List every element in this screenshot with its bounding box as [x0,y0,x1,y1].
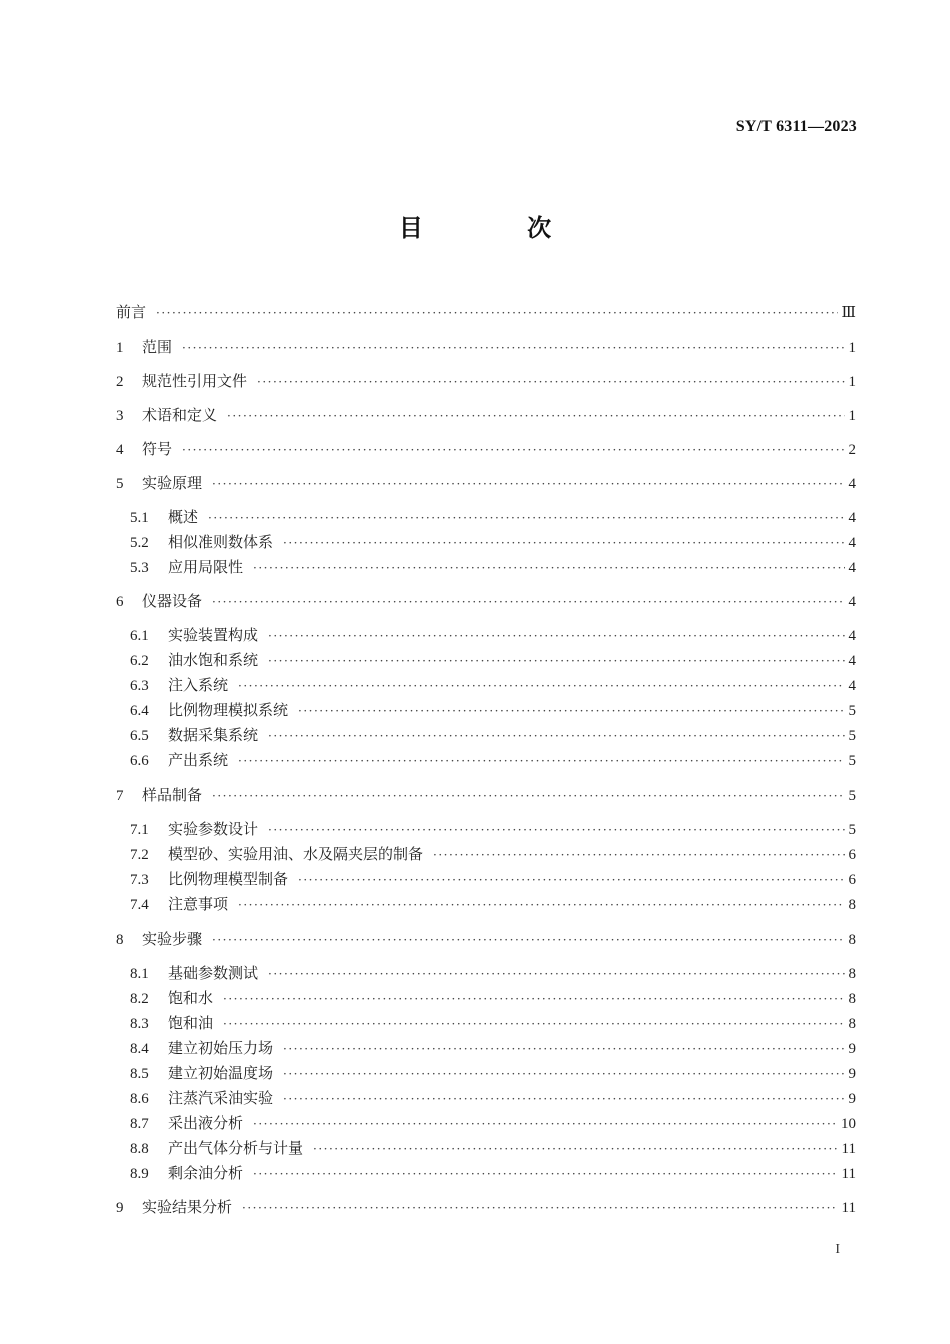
toc-subentry[interactable] [0,724,950,746]
toc-entry-number: 6.1 [130,628,149,644]
toc-page-number: 4 [848,560,856,576]
toc-entry-text: 样品制备 [142,786,203,804]
toc-entry-text: 范围 [142,338,173,356]
toc-entry-number: 8.4 [130,1041,149,1057]
toc-entry-text: 注蒸汽采油实验 [168,1089,274,1107]
toc-leader [268,963,844,985]
toc-entry-text: 比例物理模拟系统 [168,701,289,719]
toc-page-number: 10 [841,1116,856,1132]
toc-page-number: 1 [848,340,856,356]
toc-leader [313,1138,838,1160]
toc-entry-text: 产出气体分析与计量 [168,1139,304,1157]
toc-leader [212,785,844,807]
toc-entry-number: 6.4 [130,703,149,719]
toc-entry-text: 数据采集系统 [168,726,259,744]
toc-entry[interactable] [0,784,950,806]
toc-entry-number: 6.2 [130,653,149,669]
toc-entry-number: 1 [116,340,124,356]
page-number: I [835,1242,840,1257]
toc-page-number: 1 [848,374,856,390]
toc-entry[interactable] [0,438,950,460]
toc-entry-number: 8.9 [130,1166,149,1182]
toc-entry-number: 7.2 [130,847,149,863]
toc-subentry[interactable] [0,1062,950,1084]
toc-leader [242,1197,838,1219]
toc-page-number: 2 [848,442,856,458]
toc-page-number: 8 [848,1016,856,1032]
toc-entry-text: 注意事项 [168,895,229,913]
toc-leader [212,591,844,613]
toc-page-number: 9 [848,1091,856,1107]
toc-leader [223,1013,844,1035]
toc-leader [283,1088,844,1110]
toc-subentry[interactable] [0,987,950,1009]
toc-leader [433,844,844,866]
toc-entry-text: 前言 [116,303,147,321]
toc-entry-foreword[interactable] [0,301,950,323]
toc-entry-text: 饱和水 [168,989,214,1007]
toc-page-number: 9 [848,1041,856,1057]
toc-subentry[interactable] [0,1012,950,1034]
toc-entry[interactable] [0,472,950,494]
toc-entry-text: 仪器设备 [142,592,203,610]
toc-entry-number: 6.3 [130,678,149,694]
toc-entry-number: 7.3 [130,872,149,888]
toc-entry[interactable] [0,370,950,392]
toc-page-number: 4 [848,594,856,610]
toc-leader [268,625,844,647]
toc-entry-text: 术语和定义 [142,406,218,424]
toc-leader [156,302,838,324]
toc-entry-number: 8.3 [130,1016,149,1032]
toc-page-number: 11 [841,1166,856,1182]
toc-subentry[interactable] [0,649,950,671]
toc-entry-text: 建立初始压力场 [168,1039,274,1057]
standard-code: SY/T 6311—2023 [735,118,857,135]
toc-page-number: 5 [848,703,856,719]
toc-entry-number: 6.5 [130,728,149,744]
toc-page-number: 4 [848,535,856,551]
toc-entry-text: 模型砂、实验用油、水及隔夹层的制备 [168,845,424,863]
toc-page-number: 8 [848,897,856,913]
toc-subentry[interactable] [0,624,950,646]
toc-entry[interactable] [0,590,950,612]
toc-entry-text: 符号 [142,440,173,458]
toc-page-number: 6 [848,847,856,863]
toc-subentry[interactable] [0,1162,950,1184]
toc-entry-number: 5.3 [130,560,149,576]
toc-entry-text: 基础参数测试 [168,964,259,982]
toc-subentry[interactable] [0,531,950,553]
toc-leader [283,1038,844,1060]
toc-entry-number: 7.1 [130,822,149,838]
toc-leader [238,675,844,697]
toc-entry-text: 采出液分析 [168,1114,244,1132]
toc-entry-text: 饱和油 [168,1014,214,1032]
toc-page-number: 9 [848,1066,856,1082]
toc-entry-text: 实验原理 [142,474,203,492]
toc-leader [257,371,844,393]
toc-entry-number: 5.1 [130,510,149,526]
toc-leader [208,507,844,529]
toc-entry-number: 5.2 [130,535,149,551]
toc-subentry[interactable] [0,556,950,578]
toc-page-number: 8 [848,932,856,948]
toc-entry-number: 6 [116,594,124,610]
toc-subentry[interactable] [0,749,950,771]
toc-subentry[interactable] [0,868,950,890]
toc-entry-text: 规范性引用文件 [142,372,248,390]
toc-entry-text: 概述 [168,508,199,526]
toc-entry-number: 7 [116,788,124,804]
toc-entry-number: 8.8 [130,1141,149,1157]
toc-entry-text: 比例物理模型制备 [168,870,289,888]
toc-entry-number: 5 [116,476,124,492]
toc-entry-text: 注入系统 [168,676,229,694]
toc-page-number: 4 [848,510,856,526]
toc-subentry[interactable] [0,1037,950,1059]
toc-entry-number: 3 [116,408,124,424]
toc-subentry[interactable] [0,1112,950,1134]
toc-page-number: 4 [848,628,856,644]
toc-entry-text: 应用局限性 [168,558,244,576]
toc-entry-number: 4 [116,442,124,458]
toc-leader [223,988,844,1010]
toc-leader [268,650,844,672]
toc-title: 目 次 [398,214,600,242]
toc-page-number: 11 [841,1200,856,1216]
toc-subentry[interactable] [0,699,950,721]
toc-entry-text: 相似准则数体系 [168,533,274,551]
toc-entry-text: 剩余油分析 [168,1164,244,1182]
toc-leader [283,1063,844,1085]
toc-leader [238,894,844,916]
toc-subentry[interactable] [0,506,950,528]
toc-entry-text: 建立初始温度场 [168,1064,274,1082]
toc-entry-text: 实验参数设计 [168,820,259,838]
toc-leader [253,1163,838,1185]
toc-entry[interactable] [0,928,950,950]
toc-entry-number: 6.6 [130,753,149,769]
toc-leader [182,337,844,359]
toc-page-number: 1 [848,408,856,424]
toc-entry[interactable] [0,1196,950,1218]
toc-leader [298,700,844,722]
toc-entry-number: 8.1 [130,966,149,982]
toc-page-number: 4 [848,678,856,694]
toc-leader [253,1113,837,1135]
toc-subentry[interactable] [0,962,950,984]
toc-page-number: 4 [848,476,856,492]
toc-entry-text: 实验结果分析 [142,1198,233,1216]
toc-entry-number: 8.2 [130,991,149,1007]
toc-leader [238,750,844,772]
toc-entry-number: 8.6 [130,1091,149,1107]
toc-entry-number: 8.7 [130,1116,149,1132]
toc-entry-number: 7.4 [130,897,149,913]
toc-entry-number: 9 [116,1200,124,1216]
toc-leader [253,557,844,579]
toc-subentry[interactable] [0,674,950,696]
toc-page-number: 8 [848,991,856,1007]
toc-entry-text: 产出系统 [168,751,229,769]
toc-entry-text: 实验步骤 [142,930,203,948]
toc-entry-number: 8.5 [130,1066,149,1082]
toc-leader [212,473,844,495]
toc-page-number: 4 [848,653,856,669]
toc-subentry[interactable] [0,1087,950,1109]
toc-page-number: 6 [848,872,856,888]
toc-entry[interactable] [0,336,950,358]
toc-entry-text: 实验装置构成 [168,626,259,644]
toc-page-number: Ⅲ [841,305,856,321]
toc-subentry[interactable] [0,818,950,840]
toc-leader [212,929,844,951]
toc-subentry[interactable] [0,893,950,915]
toc-entry-text: 油水饱和系统 [168,651,259,669]
toc-subentry[interactable] [0,1137,950,1159]
toc-page-number: 8 [848,966,856,982]
toc-leader [227,405,844,427]
toc-entry[interactable] [0,404,950,426]
toc-entry-number: 8 [116,932,124,948]
toc-page-number: 5 [848,753,856,769]
toc-leader [298,869,844,891]
toc-page-number: 5 [848,788,856,804]
toc-leader [268,819,844,841]
toc-subentry[interactable] [0,843,950,865]
toc-entry-number: 2 [116,374,124,390]
toc-leader [182,439,844,461]
toc-page-number: 11 [841,1141,856,1157]
toc-page-number: 5 [848,822,856,838]
toc-leader [283,532,844,554]
toc-page-number: 5 [848,728,856,744]
toc-leader [268,725,844,747]
